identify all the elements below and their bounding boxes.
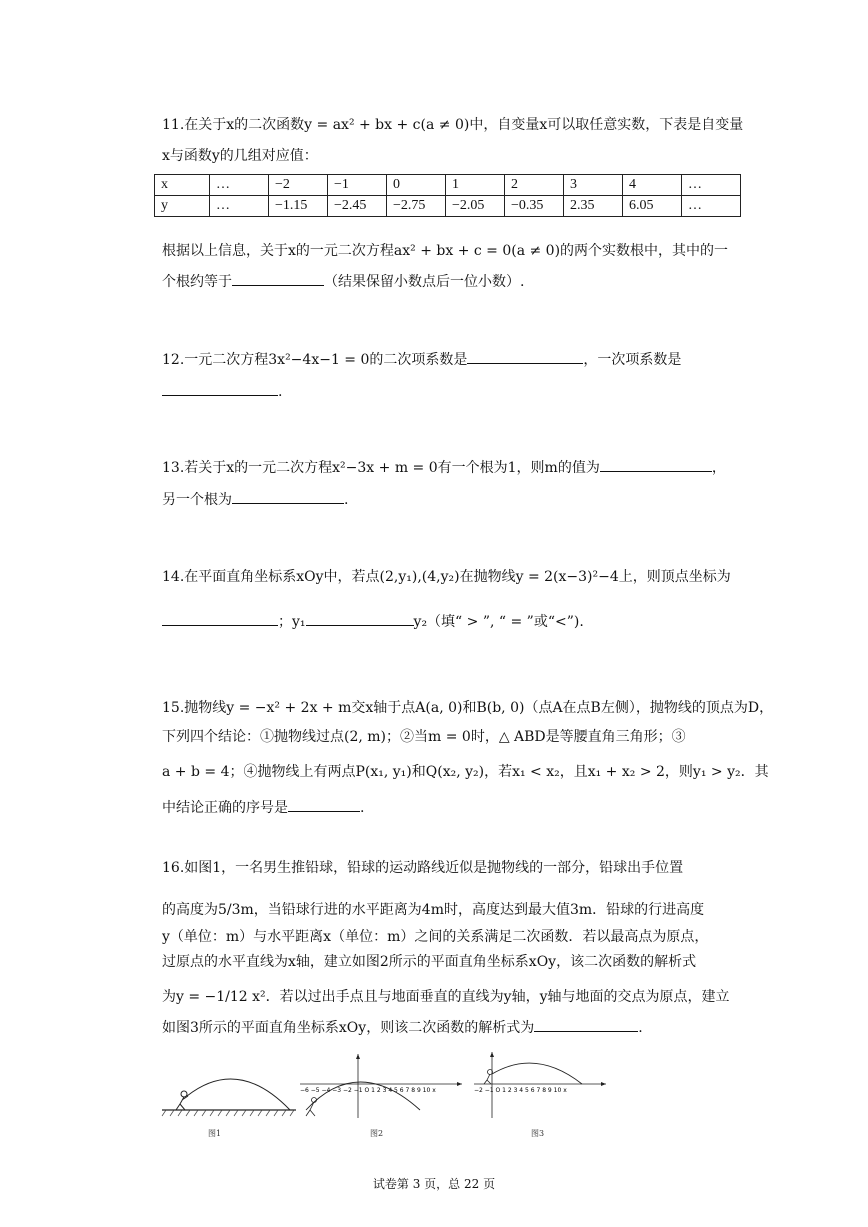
q13-text: 13.若关于x的一元二次方程x²−3x + m = 0有一个根为1，则m的值为 bbox=[162, 460, 600, 476]
value-table bbox=[154, 174, 741, 217]
table-cell: −1.15 bbox=[269, 196, 328, 217]
table-cell: 4 bbox=[623, 175, 682, 196]
q11-line4-tail: （结果保留小数点后一位小数）. bbox=[324, 274, 525, 290]
table-cell: −2.05 bbox=[446, 196, 505, 217]
q16-line1: 16.如图1，一名男生推铅球，铅球的运动路线近似是抛物线的一部分，铅球出手位置 bbox=[162, 860, 684, 876]
table-cell: −1 bbox=[328, 175, 387, 196]
table-row bbox=[155, 175, 741, 196]
q15-tail: . bbox=[360, 800, 365, 816]
table-cell: 6.05 bbox=[623, 196, 682, 217]
q14-line2 bbox=[162, 610, 584, 632]
table-cell: 0 bbox=[387, 175, 446, 196]
q13-text-3: 另一个根为 bbox=[162, 492, 232, 508]
q16-line2: 的高度为5/3m，当铅球行进的水平距离为4m时，高度达到最大值3m．铅球的行进高度 bbox=[162, 902, 705, 918]
table-cell: … bbox=[682, 175, 741, 196]
answer-blank[interactable] bbox=[232, 270, 324, 286]
table-row bbox=[155, 196, 741, 217]
q15-line3: a + b = 4；④抛物线上有两点P(x₁, y₁)和Q(x₂, y₂)，若x₁ < x₂，且x₁ + x₂ > 2，则y₁ > y₂．其 bbox=[162, 764, 769, 780]
q12-tail: . bbox=[278, 384, 283, 400]
figure-3 bbox=[470, 1050, 610, 1122]
q16-line4: 过原点的水平直线为x轴，建立如图2所示的平面直角坐标系xOy，该二次函数的解析式 bbox=[162, 954, 697, 970]
q12-text: 12.一元二次方程3x²−4x−1 = 0的二次项系数是 bbox=[162, 352, 468, 368]
table-cell: −0.35 bbox=[505, 196, 564, 217]
q15-line2: 下列四个结论：①抛物线过点(2, m)；②当m = 0时，△ ABD是等腰直角三角形；③ bbox=[162, 729, 686, 745]
q16-tail: . bbox=[638, 1020, 643, 1036]
answer-blank[interactable] bbox=[600, 456, 712, 472]
answer-blank[interactable] bbox=[534, 1016, 638, 1032]
figure-3-label: 图3 bbox=[531, 1129, 545, 1138]
q13-text-2: ， bbox=[711, 460, 726, 476]
answer-blank[interactable] bbox=[162, 380, 278, 396]
q11-line2: x与函数y的几组对应值： bbox=[162, 148, 318, 164]
figure-1-label: 图1 bbox=[208, 1129, 222, 1138]
q13-line1 bbox=[162, 456, 726, 478]
q12-line1 bbox=[162, 348, 681, 370]
q11-line4-text: 个根约等于 bbox=[162, 274, 232, 290]
q12-text-2: ，一次项系数是 bbox=[583, 352, 682, 368]
q13-tail: . bbox=[344, 492, 349, 508]
q11-line3: 根据以上信息，关于x的一元二次方程ax² + bx + c = 0(a ≠ 0)的两个实数根中，其中的一 bbox=[162, 243, 729, 259]
answer-blank[interactable] bbox=[232, 488, 344, 504]
q14-text-2: y₂（填“ > ”, “ = ”或“<”). bbox=[413, 614, 584, 630]
q16-text: 如图3所示的平面直角坐标系xOy，则该二次函数的解析式为 bbox=[162, 1020, 535, 1036]
table-cell: x bbox=[155, 175, 210, 196]
q13-line2 bbox=[162, 488, 348, 510]
answer-blank[interactable] bbox=[288, 796, 360, 812]
table-cell: 1 bbox=[446, 175, 505, 196]
q12-line2 bbox=[162, 380, 282, 402]
table-cell: 2 bbox=[505, 175, 564, 196]
figure-1 bbox=[160, 1060, 298, 1120]
figure-2 bbox=[296, 1052, 466, 1122]
q11-line4 bbox=[162, 270, 524, 292]
answer-blank[interactable] bbox=[467, 348, 583, 364]
q16-line3: y（单位：m）与水平距离x（单位：m）之间的关系满足二次函数．若以最高点为原点， bbox=[162, 929, 709, 945]
q16-line6 bbox=[162, 1016, 643, 1038]
q15-text: 中结论正确的序号是 bbox=[162, 800, 288, 816]
table-cell: 2.35 bbox=[564, 196, 623, 217]
table-cell: 3 bbox=[564, 175, 623, 196]
q15-line1: 15.抛物线y = −x² + 2x + m交x轴于点A(a, 0)和B(b, 0)（点A在点B左侧），抛物线的顶点为D， bbox=[162, 700, 774, 716]
q14-line1: 14.在平面直角坐标系xOy中，若点(2,y₁),(4,y₂)在抛物线y = 2(x−3)²−4上，则顶点坐标为 bbox=[162, 569, 731, 585]
table-cell: … bbox=[210, 175, 269, 196]
table-cell: −2.45 bbox=[328, 196, 387, 217]
page-footer: 试卷第 3 页，总 22 页 bbox=[372, 1177, 496, 1191]
table-cell: … bbox=[210, 196, 269, 217]
table-cell: −2 bbox=[269, 175, 328, 196]
answer-blank[interactable] bbox=[306, 610, 414, 626]
table-cell: y bbox=[155, 196, 210, 217]
q11-line1: 11.在关于x的二次函数y = ax² + bx + c(a ≠ 0)中，自变量x可以取任意实数，下表是自变量 bbox=[162, 117, 744, 133]
table-cell: −2.75 bbox=[387, 196, 446, 217]
q14-text: ；y₁ bbox=[278, 614, 306, 630]
q16-line5: 为y = −1/12 x²．若以过出手点且与地面垂直的直线为y轴，y轴与地面的交点为原点，建立 bbox=[162, 989, 730, 1005]
table-cell: … bbox=[682, 196, 741, 217]
figure-2-label: 图2 bbox=[370, 1129, 384, 1138]
figure-2-ticks: −6 −5 −4 −3 −2 −1 O 1 2 3 4 5 6 7 8 9 10 x bbox=[300, 1087, 436, 1094]
q15-line4 bbox=[162, 796, 364, 818]
answer-blank[interactable] bbox=[162, 610, 278, 626]
figure-3-ticks: −2 −1 O 1 2 3 4 5 6 7 8 9 10 x bbox=[474, 1087, 567, 1094]
